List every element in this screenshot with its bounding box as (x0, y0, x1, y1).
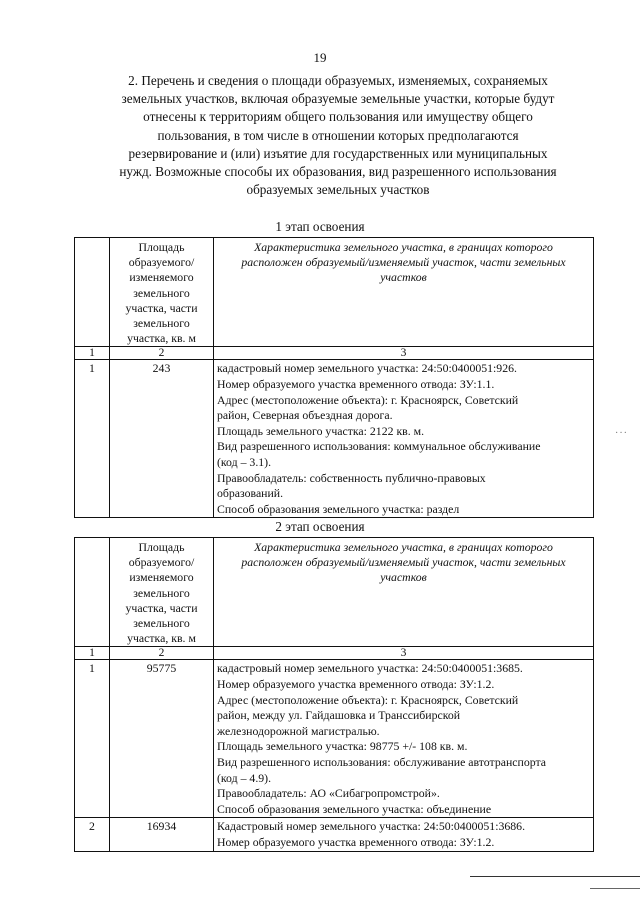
description-line: Вид разрешенного использования: обслуживание автотранспорта (217, 754, 547, 769)
column-number: 3 (214, 647, 594, 660)
heading-line: пользования, в том числе в отношении которых предполагаются (157, 127, 519, 143)
description-line: Номер образуемого участка временного отвода: ЗУ:1.2. (217, 677, 495, 692)
header-line: участка, кв. м (127, 631, 196, 646)
column-number: 2 (110, 347, 214, 360)
heading-line: 2. Перечень и сведения о площади образуемых, изменяемых, сохраняемых (128, 73, 548, 88)
header-line: Площадь (138, 540, 185, 554)
description-line: Способ образования земельного участка: объединение (217, 801, 492, 816)
description-line: Адрес (местоположение объекта): г. Красноярск, Советский (217, 392, 519, 407)
description-line: Способ образования земельного участка: раздел (217, 501, 460, 516)
column-number: 1 (75, 647, 110, 660)
table-header-row (75, 238, 594, 347)
header-line: изменяемого (129, 270, 194, 285)
description-line: Вид разрешенного использования: коммунальное обслуживание (217, 439, 541, 454)
header-line: земельного (133, 316, 190, 331)
stage-title: 1 этап освоения (275, 219, 365, 234)
table-row (75, 818, 594, 851)
header-line: участков (380, 270, 427, 285)
description-line: Площадь земельного участка: 98775 +/- 108 кв. м. (217, 739, 468, 754)
row-description (214, 660, 594, 818)
section-heading (78, 72, 598, 199)
table-row (75, 660, 594, 818)
header-line: земельного (133, 616, 190, 631)
scan-mark: ··· (615, 428, 628, 439)
row-description (214, 818, 594, 851)
header-line: Характеристика земельного участка, в границах которого (254, 540, 553, 554)
description-line: Номер образуемого участка временного отвода: ЗУ:1.1. (217, 377, 495, 392)
header-line: Характеристика земельного участка, в границах которого (254, 240, 553, 254)
description-line: Кадастровый номер земельного участка: 24:50:0400051:3686. (217, 819, 526, 834)
header-cell-area (110, 538, 214, 647)
heading-line: образуемых земельных участков (246, 182, 430, 198)
header-cell-index (75, 538, 110, 647)
header-line: участка, части (125, 600, 198, 615)
stage-title: 2 этап освоения (275, 519, 365, 534)
row-area: 243 (110, 360, 214, 518)
header-line: участка, кв. м (127, 331, 196, 346)
header-cell-area (110, 238, 214, 347)
header-line: земельного (133, 285, 190, 300)
description-line: (код – 4.9). (217, 770, 272, 785)
row-area: 95775 (110, 660, 214, 818)
header-line: расположен образуемый/изменяемый участок, части земельных (241, 555, 566, 570)
heading-line: нужд. Возможные способы их образования, вид разрешенного использования (119, 164, 557, 180)
table-header-row (75, 538, 594, 647)
heading-line: отнесены к территориям общего пользования или имуществу общего (143, 109, 533, 125)
scan-edge-line (590, 888, 640, 889)
header-line: участка, части (125, 300, 198, 315)
column-number: 1 (75, 347, 110, 360)
row-index: 1 (75, 660, 110, 818)
description-line: кадастровый номер земельного участка: 24:50:0400051:3685. (217, 661, 523, 676)
header-line: Площадь (138, 240, 185, 254)
header-line: земельного (133, 585, 190, 600)
description-line: Адрес (местоположение объекта): г. Красноярск, Советский (217, 692, 519, 707)
description-line: Правообладатель: собственность публично-правовых (217, 470, 486, 485)
header-line: участков (380, 570, 427, 585)
header-cell-index (75, 238, 110, 347)
column-number-row (75, 647, 594, 660)
description-line: район, между ул. Гайдашовка и Транссибирской (217, 708, 461, 723)
header-line: образуемого/ (128, 555, 195, 570)
scan-edge-line (470, 876, 640, 877)
row-area: 16934 (110, 818, 214, 851)
table-row (75, 360, 594, 518)
header-line: образуемого/ (128, 255, 195, 270)
stage-2-table (74, 537, 594, 852)
description-line: железнодорожной магистралью. (217, 723, 380, 738)
page-number: 19 (313, 50, 327, 65)
description-line: Площадь земельного участка: 2122 кв. м. (217, 423, 425, 438)
header-cell-description (214, 238, 594, 347)
header-line: расположен образуемый/изменяемый участок, части земельных (241, 255, 566, 270)
description-line: (код – 3.1). (217, 454, 272, 469)
header-cell-description (214, 538, 594, 647)
stage-1-table (74, 237, 594, 518)
column-number: 3 (214, 347, 594, 360)
description-line: район, Северная объездная дорога. (217, 408, 393, 423)
row-description (214, 360, 594, 518)
header-line: изменяемого (129, 570, 194, 585)
row-index: 1 (75, 360, 110, 518)
description-line: Номер образуемого участка временного отвода: ЗУ:1.2. (217, 834, 495, 849)
heading-line: земельных участков, включая образуемые земельные участки, которые будут (121, 91, 555, 107)
description-line: образований. (217, 486, 284, 501)
row-index: 2 (75, 818, 110, 851)
heading-line: резервирование и (или) изъятие для государственных или муниципальных (128, 145, 548, 161)
description-line: Правообладатель: АО «Сибагропромстрой». (217, 786, 440, 801)
column-number-row (75, 347, 594, 360)
description-line: кадастровый номер земельного участка: 24:50:0400051:926. (217, 361, 517, 376)
column-number: 2 (110, 647, 214, 660)
